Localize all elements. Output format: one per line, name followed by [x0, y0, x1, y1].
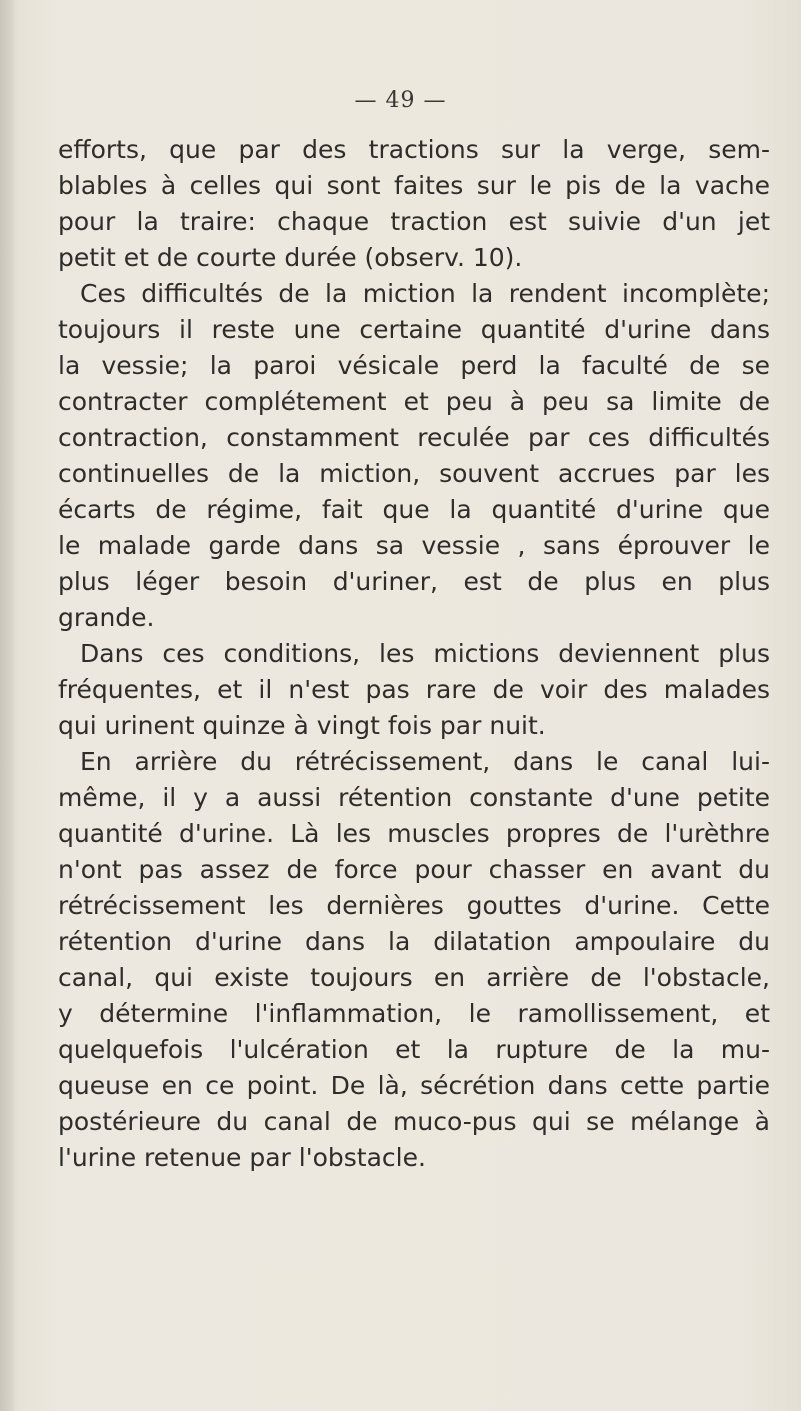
text-line: le malade garde dans sa vessie , sans éprouver le — [58, 531, 770, 560]
page-number: — 49 — — [354, 88, 447, 113]
text-line: même, il y a aussi rétention constante d'une petite — [58, 783, 770, 812]
text-line: postérieure du canal de muco-pus qui se mélange à — [58, 1107, 770, 1136]
text-line: qui urinent quinze à vingt fois par nuit. — [58, 711, 546, 740]
text-line: efforts, que par des tractions sur la verge, sem- — [58, 135, 770, 164]
page-gutter-shadow — [0, 0, 14, 1411]
body-text — [58, 132, 770, 1176]
text-line: la vessie; la paroi vésicale perd la faculté de se — [58, 351, 770, 380]
text-line: Ces difficultés de la miction la rendent incomplète; — [80, 279, 770, 308]
text-line: rétrécissement les dernières gouttes d'urine. Cette — [58, 891, 770, 920]
text-line: quelquefois l'ulcération et la rupture de la mu- — [58, 1035, 770, 1064]
text-line: grande. — [58, 603, 155, 632]
text-line: continuelles de la miction, souvent accrues par les — [58, 459, 770, 488]
text-line: n'ont pas assez de force pour chasser en avant du — [58, 855, 770, 884]
text-line: blables à celles qui sont faites sur le pis de la vache — [58, 171, 770, 200]
text-line: fréquentes, et il n'est pas rare de voir des malades — [58, 675, 770, 704]
text-line: canal, qui existe toujours en arrière de l'obstacle, — [58, 963, 770, 992]
text-line: plus léger besoin d'uriner, est de plus en plus — [58, 567, 770, 596]
text-line: rétention d'urine dans la dilatation ampoulaire du — [58, 927, 770, 956]
text-line: toujours il reste une certaine quantité d'urine dans — [58, 315, 770, 344]
text-line: pour la traire: chaque traction est suivie d'un jet — [58, 207, 770, 236]
text-line: En arrière du rétrécissement, dans le canal lui- — [80, 747, 770, 776]
text-line: quantité d'urine. Là les muscles propres de l'urèthre — [58, 819, 770, 848]
text-line: queuse en ce point. De là, sécrétion dans cette partie — [58, 1071, 770, 1100]
text-line: petit et de courte durée (observ. 10). — [58, 243, 523, 272]
text-line: y détermine l'inflammation, le ramollissement, et — [58, 999, 770, 1028]
text-line: l'urine retenue par l'obstacle. — [58, 1143, 426, 1172]
text-line: contraction, constamment reculée par ces difficultés — [58, 423, 770, 452]
text-line: contracter complétement et peu à peu sa limite de — [58, 387, 770, 416]
text-line: écarts de régime, fait que la quantité d'urine que — [58, 495, 770, 524]
text-line: Dans ces conditions, les mictions deviennent plus — [80, 639, 770, 668]
